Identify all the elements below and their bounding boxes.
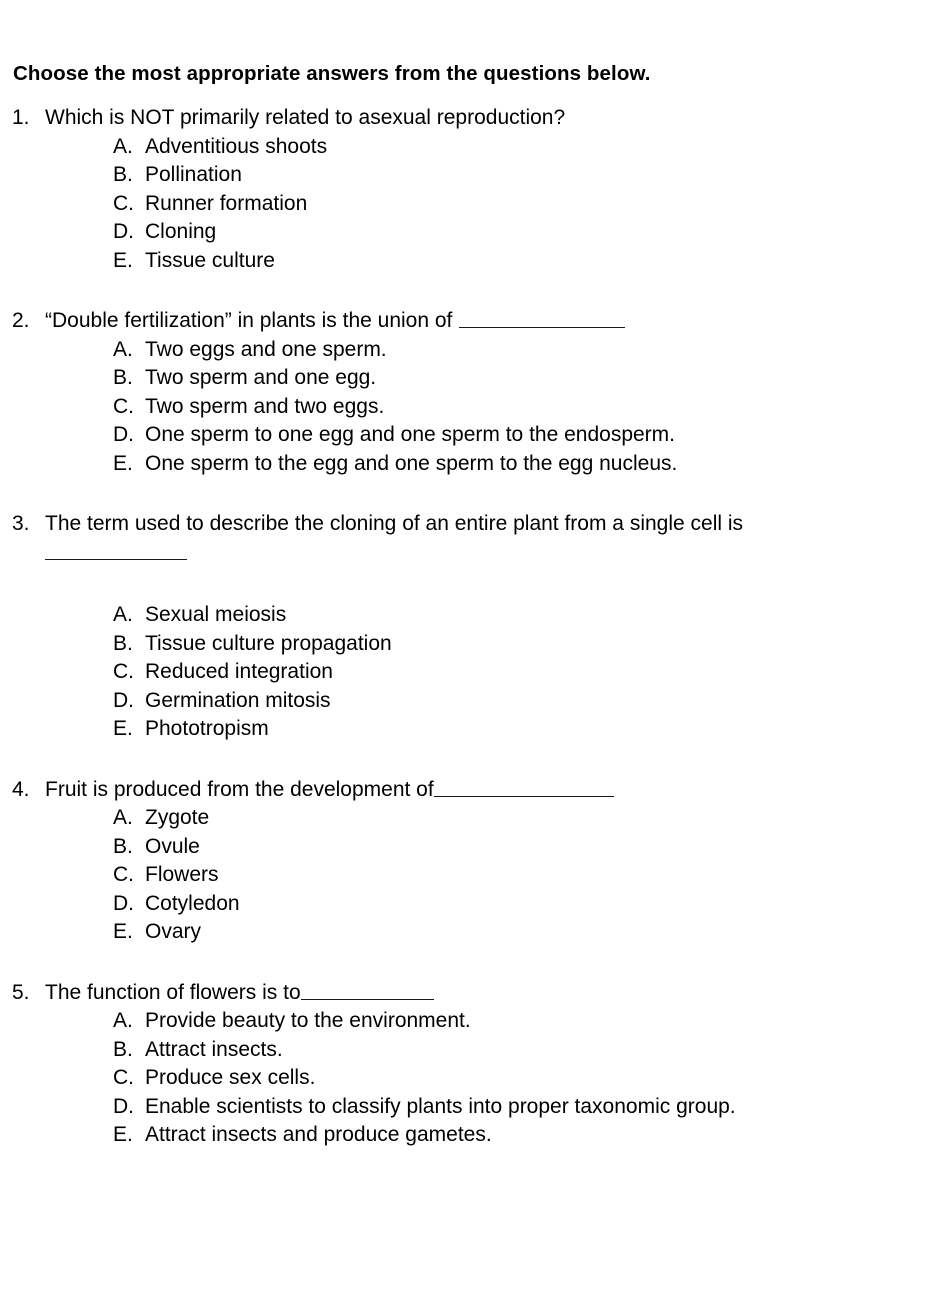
- option-letter: A.: [113, 603, 133, 626]
- option-list: [0, 804, 937, 947]
- option-item[interactable]: [0, 1007, 937, 1036]
- option-text: One sperm to one egg and one sperm to the endosperm.: [145, 423, 675, 446]
- option-item[interactable]: [0, 1036, 937, 1065]
- answer-blank: [459, 307, 625, 328]
- option-letter: D.: [113, 220, 134, 243]
- option-item[interactable]: [0, 1121, 937, 1150]
- answer-blank: [434, 776, 614, 797]
- option-text: Sexual meiosis: [145, 603, 287, 626]
- option-text: Produce sex cells.: [145, 1066, 316, 1089]
- question-stem: [0, 307, 937, 336]
- option-letter: C.: [113, 660, 134, 683]
- option-letter: B.: [113, 366, 133, 389]
- option-text: Provide beauty to the environment.: [145, 1009, 471, 1032]
- option-text: Germination mitosis: [145, 688, 331, 712]
- option-letter: E.: [113, 920, 133, 943]
- option-item[interactable]: [0, 715, 937, 744]
- option-text: Zygote: [145, 806, 210, 829]
- option-text: Tissue culture: [145, 248, 275, 272]
- question-number: 4.: [12, 777, 30, 801]
- option-item[interactable]: [0, 218, 937, 247]
- option-item[interactable]: [0, 918, 937, 947]
- option-letter: A.: [113, 337, 133, 361]
- option-item[interactable]: [0, 1093, 937, 1122]
- question-block: [0, 776, 937, 947]
- option-letter: C.: [113, 394, 134, 418]
- option-text: Phototropism: [145, 717, 269, 740]
- option-item[interactable]: [0, 364, 937, 393]
- option-letter: D.: [113, 1094, 134, 1118]
- option-letter: C.: [113, 1066, 134, 1089]
- option-letter: C.: [113, 191, 134, 215]
- option-list: [0, 601, 937, 744]
- option-text: Two sperm and two eggs.: [145, 394, 385, 418]
- option-text: Runner formation: [145, 191, 308, 215]
- option-item[interactable]: [0, 133, 937, 162]
- option-item[interactable]: [0, 861, 937, 890]
- question-block: [0, 510, 937, 744]
- option-letter: E.: [113, 717, 133, 740]
- option-item[interactable]: [0, 601, 937, 630]
- option-letter: E.: [113, 1123, 133, 1146]
- option-item[interactable]: [0, 393, 937, 422]
- option-item[interactable]: [0, 336, 937, 365]
- question-number: 5.: [12, 980, 30, 1004]
- option-text: Enable scientists to classify plants into proper taxonomic group.: [145, 1094, 736, 1118]
- option-item[interactable]: [0, 687, 937, 716]
- option-letter: D.: [113, 891, 134, 915]
- option-item[interactable]: [0, 833, 937, 862]
- question-text: The function of flowers is to: [45, 980, 301, 1004]
- option-letter: D.: [113, 423, 134, 446]
- option-letter: C.: [113, 863, 134, 886]
- option-text: Adventitious shoots: [145, 134, 328, 158]
- option-letter: A.: [113, 806, 133, 829]
- question-block: [0, 104, 937, 275]
- question-number: 2.: [12, 309, 30, 332]
- option-item[interactable]: [0, 450, 937, 479]
- question-stem: [0, 104, 937, 133]
- question-number: 3.: [12, 512, 30, 535]
- option-letter: B.: [113, 834, 133, 858]
- option-text: Pollination: [145, 163, 242, 186]
- question-text: Which is NOT primarily related to asexual reproduction?: [45, 106, 566, 129]
- option-letter: B.: [113, 1037, 133, 1061]
- option-text: Two sperm and one egg.: [145, 366, 377, 389]
- option-list: [0, 1007, 937, 1150]
- option-item[interactable]: [0, 890, 937, 919]
- option-letter: B.: [113, 163, 133, 186]
- option-list: [0, 336, 937, 479]
- option-text: Reduced integration: [145, 660, 333, 683]
- question-text: Fruit is produced from the development of: [45, 777, 434, 801]
- page-title: Choose the most appropriate answers from the questions below.: [13, 62, 651, 85]
- option-text: Attract insects.: [145, 1037, 283, 1061]
- option-text: Tissue culture propagation: [145, 631, 392, 655]
- option-item[interactable]: [0, 247, 937, 276]
- question-block: [0, 979, 937, 1150]
- option-letter: A.: [113, 1009, 133, 1032]
- question-list: [0, 104, 937, 1182]
- question-stem: [0, 776, 937, 805]
- option-text: Flowers: [145, 863, 219, 886]
- option-letter: D.: [113, 688, 134, 712]
- option-text: Ovary: [145, 920, 202, 943]
- question-number: 1.: [12, 106, 30, 129]
- option-text: Ovule: [145, 834, 200, 858]
- option-list: [0, 133, 937, 276]
- question-text: “Double fertilization” in plants is the union of: [45, 309, 453, 332]
- option-text: Two eggs and one sperm.: [145, 337, 387, 361]
- option-item[interactable]: [0, 421, 937, 450]
- answer-blank: [301, 979, 434, 1000]
- option-item[interactable]: [0, 1064, 937, 1093]
- option-letter: A.: [113, 134, 133, 158]
- option-item[interactable]: [0, 161, 937, 190]
- option-text: One sperm to the egg and one sperm to the egg nucleus.: [145, 451, 678, 475]
- option-letter: B.: [113, 631, 133, 655]
- question-block: [0, 307, 937, 478]
- option-letter: E.: [113, 248, 133, 272]
- option-item[interactable]: [0, 658, 937, 687]
- option-letter: E.: [113, 451, 133, 475]
- option-text: Attract insects and produce gametes.: [145, 1123, 492, 1146]
- option-item[interactable]: [0, 630, 937, 659]
- option-text: Cloning: [145, 220, 217, 243]
- answer-blank: [45, 539, 187, 560]
- question-stem: [0, 979, 937, 1008]
- question-text: The term used to describe the cloning of an entire plant from a single cell is: [45, 512, 744, 535]
- option-item[interactable]: [0, 804, 937, 833]
- option-item[interactable]: [0, 190, 937, 219]
- option-text: Cotyledon: [145, 891, 240, 915]
- question-stem: [0, 510, 937, 567]
